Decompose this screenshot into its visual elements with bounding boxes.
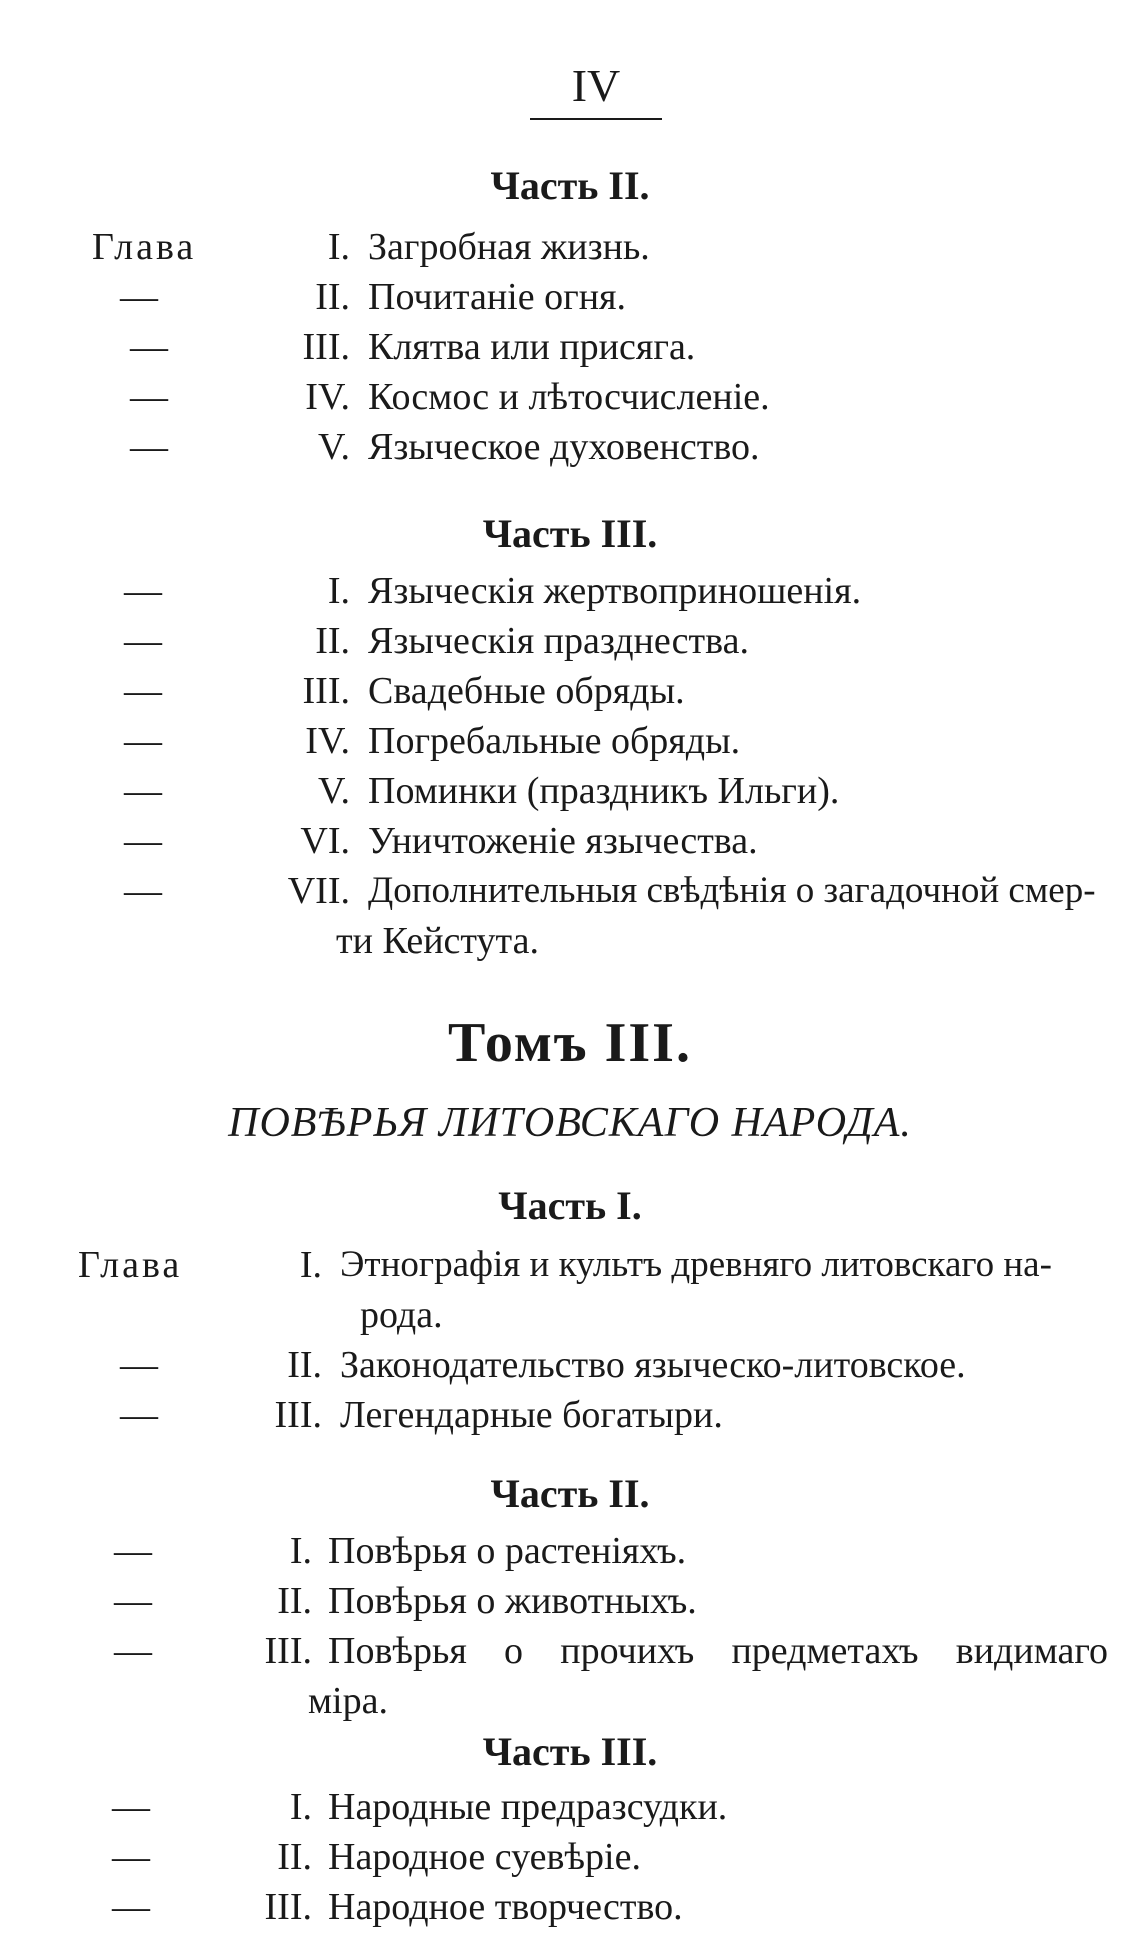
section-heading-part-1: Часть I. xyxy=(498,1183,642,1228)
chapter-title: Уничтоженіе язычества. xyxy=(368,820,758,862)
ditto-dash: — xyxy=(130,426,168,468)
chapter-title: Повѣрья о прочихъ предметахъ видимаго xyxy=(328,1630,1108,1672)
chapter-title: Поминки (праздникъ Ильги). xyxy=(368,770,840,812)
ditto-dash: — xyxy=(130,326,168,368)
chapter-numeral: I. xyxy=(289,1786,312,1828)
section-heading-part-3: Часть III. xyxy=(482,511,658,556)
ditto-dash: — xyxy=(112,1786,150,1828)
chapter-numeral: VII. xyxy=(287,870,350,912)
chapter-title: Народное суевѣріе. xyxy=(328,1836,641,1878)
chapter-numeral: II. xyxy=(315,620,350,662)
chapter-numeral: II. xyxy=(287,1344,322,1386)
chapter-title: Повѣрья о растеніяхъ. xyxy=(328,1530,687,1572)
ditto-dash: — xyxy=(124,620,162,662)
chapter-title: Законодательство языческо-литовское. xyxy=(340,1344,966,1386)
chapter-title: Дополнительныя свѣдѣнія о загадочной смер- xyxy=(368,870,1096,911)
chapter-numeral: VI. xyxy=(300,820,350,862)
section-heading-part-3: Часть III. xyxy=(482,1729,658,1774)
section-heading-part-2: Часть II. xyxy=(490,1471,650,1516)
ditto-dash: — xyxy=(124,770,162,812)
chapter-title: Почитаніе огня. xyxy=(368,276,627,318)
chapter-numeral: IV. xyxy=(305,720,350,762)
chapter-label: Глава xyxy=(92,226,197,268)
chapter-numeral: II. xyxy=(315,276,350,318)
chapter-numeral: V. xyxy=(317,770,350,812)
chapter-label: Глава xyxy=(78,1244,183,1286)
chapter-title-continuation: ти Кейстута. xyxy=(336,920,539,962)
volume-title: Томъ III. xyxy=(448,1012,692,1074)
ditto-dash: — xyxy=(114,1530,152,1572)
chapter-title: Клятва или присяга. xyxy=(368,326,696,368)
ditto-dash: — xyxy=(120,1344,158,1386)
chapter-numeral: I. xyxy=(327,226,350,268)
chapter-numeral: I. xyxy=(289,1530,312,1572)
chapter-title-continuation: міра. xyxy=(308,1680,388,1722)
chapter-numeral: I. xyxy=(299,1244,322,1286)
ditto-dash: — xyxy=(114,1580,152,1622)
chapter-numeral: III. xyxy=(264,1886,312,1928)
chapter-numeral: IV. xyxy=(305,376,350,418)
page-number: IV xyxy=(530,58,662,120)
ditto-dash: — xyxy=(120,276,158,318)
chapter-numeral: III. xyxy=(302,670,350,712)
ditto-dash: — xyxy=(124,720,162,762)
chapter-title: Легендарные богатыри. xyxy=(340,1394,723,1436)
chapter-numeral: II. xyxy=(277,1836,312,1878)
section-heading-part-2: Часть II. xyxy=(490,163,650,208)
ditto-dash: — xyxy=(120,1394,158,1436)
ditto-dash: — xyxy=(112,1836,150,1878)
chapter-title: Народные предразсудки. xyxy=(328,1786,728,1828)
chapter-title: Языческія празднества. xyxy=(368,620,749,662)
chapter-title: Повѣрья о животныхъ. xyxy=(328,1580,697,1622)
chapter-title: Загробная жизнь. xyxy=(368,226,650,268)
chapter-numeral: I. xyxy=(327,570,350,612)
chapter-title: Космос и лѣтосчисленіе. xyxy=(368,376,770,418)
chapter-numeral: V. xyxy=(317,426,350,468)
chapter-numeral: III. xyxy=(274,1394,322,1436)
chapter-title: Погребальные обряды. xyxy=(368,720,741,762)
ditto-dash: — xyxy=(124,670,162,712)
ditto-dash: — xyxy=(130,376,168,418)
chapter-title: Этнографія и культъ древняго литовскаго на- xyxy=(340,1244,1052,1285)
ditto-dash: — xyxy=(124,820,162,862)
ditto-dash: — xyxy=(114,1630,152,1672)
chapter-title: Свадебные обряды. xyxy=(368,670,685,712)
chapter-title: Народное творчество. xyxy=(328,1886,683,1928)
volume-subtitle: ПОВѢРЬЯ ЛИТОВСКАГО НАРОДА. xyxy=(228,1100,912,1146)
chapter-title: Языческія жертвоприношенія. xyxy=(368,570,862,612)
ditto-dash: — xyxy=(112,1886,150,1928)
chapter-title-continuation: рода. xyxy=(360,1294,443,1336)
chapter-numeral: III. xyxy=(302,326,350,368)
ditto-dash: — xyxy=(124,870,162,912)
chapter-numeral: III. xyxy=(264,1630,312,1672)
ditto-dash: — xyxy=(124,570,162,612)
chapter-numeral: II. xyxy=(277,1580,312,1622)
chapter-title: Языческое духовенство. xyxy=(368,426,760,468)
